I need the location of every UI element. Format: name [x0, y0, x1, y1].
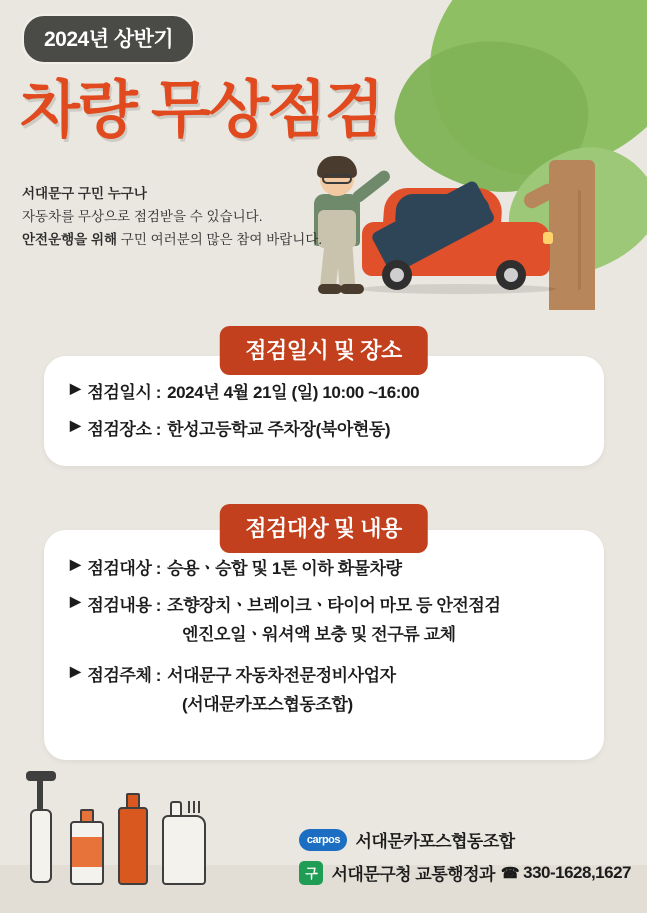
row-label: 점검내용 :: [87, 596, 162, 615]
bullet-triangle-icon: ▶: [70, 417, 81, 433]
row-value: 승용ㆍ승합 및 1톤 이하 화물차량: [167, 559, 402, 578]
list-item: [70, 378, 604, 403]
footer-org-name: 서대문카포스협동조합: [355, 832, 515, 851]
mechanic-shoe-icon: [340, 284, 364, 294]
mechanic-shoe-icon: [318, 284, 342, 294]
bullet-triangle-icon: ▶: [70, 380, 81, 396]
row-value: 서대문구 자동차전문정비사업자: [167, 666, 396, 685]
footer-row-district: [299, 860, 631, 885]
maintenance-products-illustration: [22, 765, 222, 895]
lead-line2: 자동차를 무상으로 점검받을 수 있습니다.: [22, 209, 263, 225]
row-label: 점검대상 :: [87, 559, 162, 578]
district-logo-icon: 구: [299, 861, 323, 885]
card-scope: [44, 530, 604, 760]
car-wheel-icon: [382, 260, 412, 290]
footer-dept-name: 서대문구청 교통행정과: [331, 865, 495, 884]
page-title: 차량 무상점검: [20, 76, 383, 145]
jug-label-lines-icon: [188, 801, 204, 813]
footer: [299, 827, 631, 893]
list-item: [70, 415, 604, 440]
row-value: 한성고등학교 주차장(북아현동): [167, 420, 391, 439]
carpos-logo-icon: carpos: [299, 829, 347, 851]
mechanic-overall-icon: [318, 210, 356, 248]
bullet-triangle-icon: ▶: [70, 556, 81, 572]
car-headlight-icon: [543, 232, 553, 244]
list-item: [70, 591, 604, 616]
lead-paragraph: [22, 182, 322, 252]
oil-can-icon: [70, 821, 104, 885]
mechanic-glasses-icon: [322, 174, 352, 184]
list-item: [70, 661, 604, 686]
oil-can-icon: [118, 807, 148, 885]
bullet-triangle-icon: ▶: [70, 663, 81, 679]
coolant-jug-icon: [162, 815, 206, 885]
spray-neck-icon: [37, 781, 43, 811]
section-heading-scope: 점검대상 및 내용: [219, 504, 428, 553]
car-wheel-icon: [496, 260, 526, 290]
footer-row-carpos: [299, 827, 631, 852]
footer-phone-number: 330-1628,1627: [523, 862, 631, 882]
lead-line1: 서대문구 구민 누구나: [22, 186, 147, 201]
row-subvalue: (서대문카포스협동조합): [182, 695, 353, 714]
phone-icon: ☎: [500, 864, 520, 882]
row-value: 조향장치ㆍ브레이크ㆍ타이어 마모 등 안전점검: [167, 596, 501, 615]
row-subvalue: 엔진오일ㆍ워셔액 보충 및 전구류 교체: [182, 625, 456, 644]
scope-rows: [44, 530, 604, 715]
lead-line3-emphasis: 안전운행을 위해: [22, 232, 118, 248]
mechanic-leg-icon: [337, 245, 356, 288]
row-label: 점검주체 :: [87, 666, 162, 685]
row-value: 2024년 4월 21일 (일) 10:00 ~16:00: [167, 383, 420, 402]
lead-line3-rest: 구민 여러분의 많은 참여 바랍니다.: [117, 232, 323, 248]
period-badge: 2024년 상반기: [22, 14, 195, 64]
bullet-triangle-icon: ▶: [70, 593, 81, 609]
row-label: 점검장소 :: [87, 420, 162, 439]
row-label: 점검일시 :: [87, 383, 162, 402]
section-heading-schedule: 점검일시 및 장소: [219, 326, 428, 375]
spray-head-icon: [26, 771, 56, 781]
spray-bottle-icon: [30, 809, 52, 883]
mechanic-and-car-illustration: [300, 160, 600, 320]
list-item: [70, 554, 604, 579]
